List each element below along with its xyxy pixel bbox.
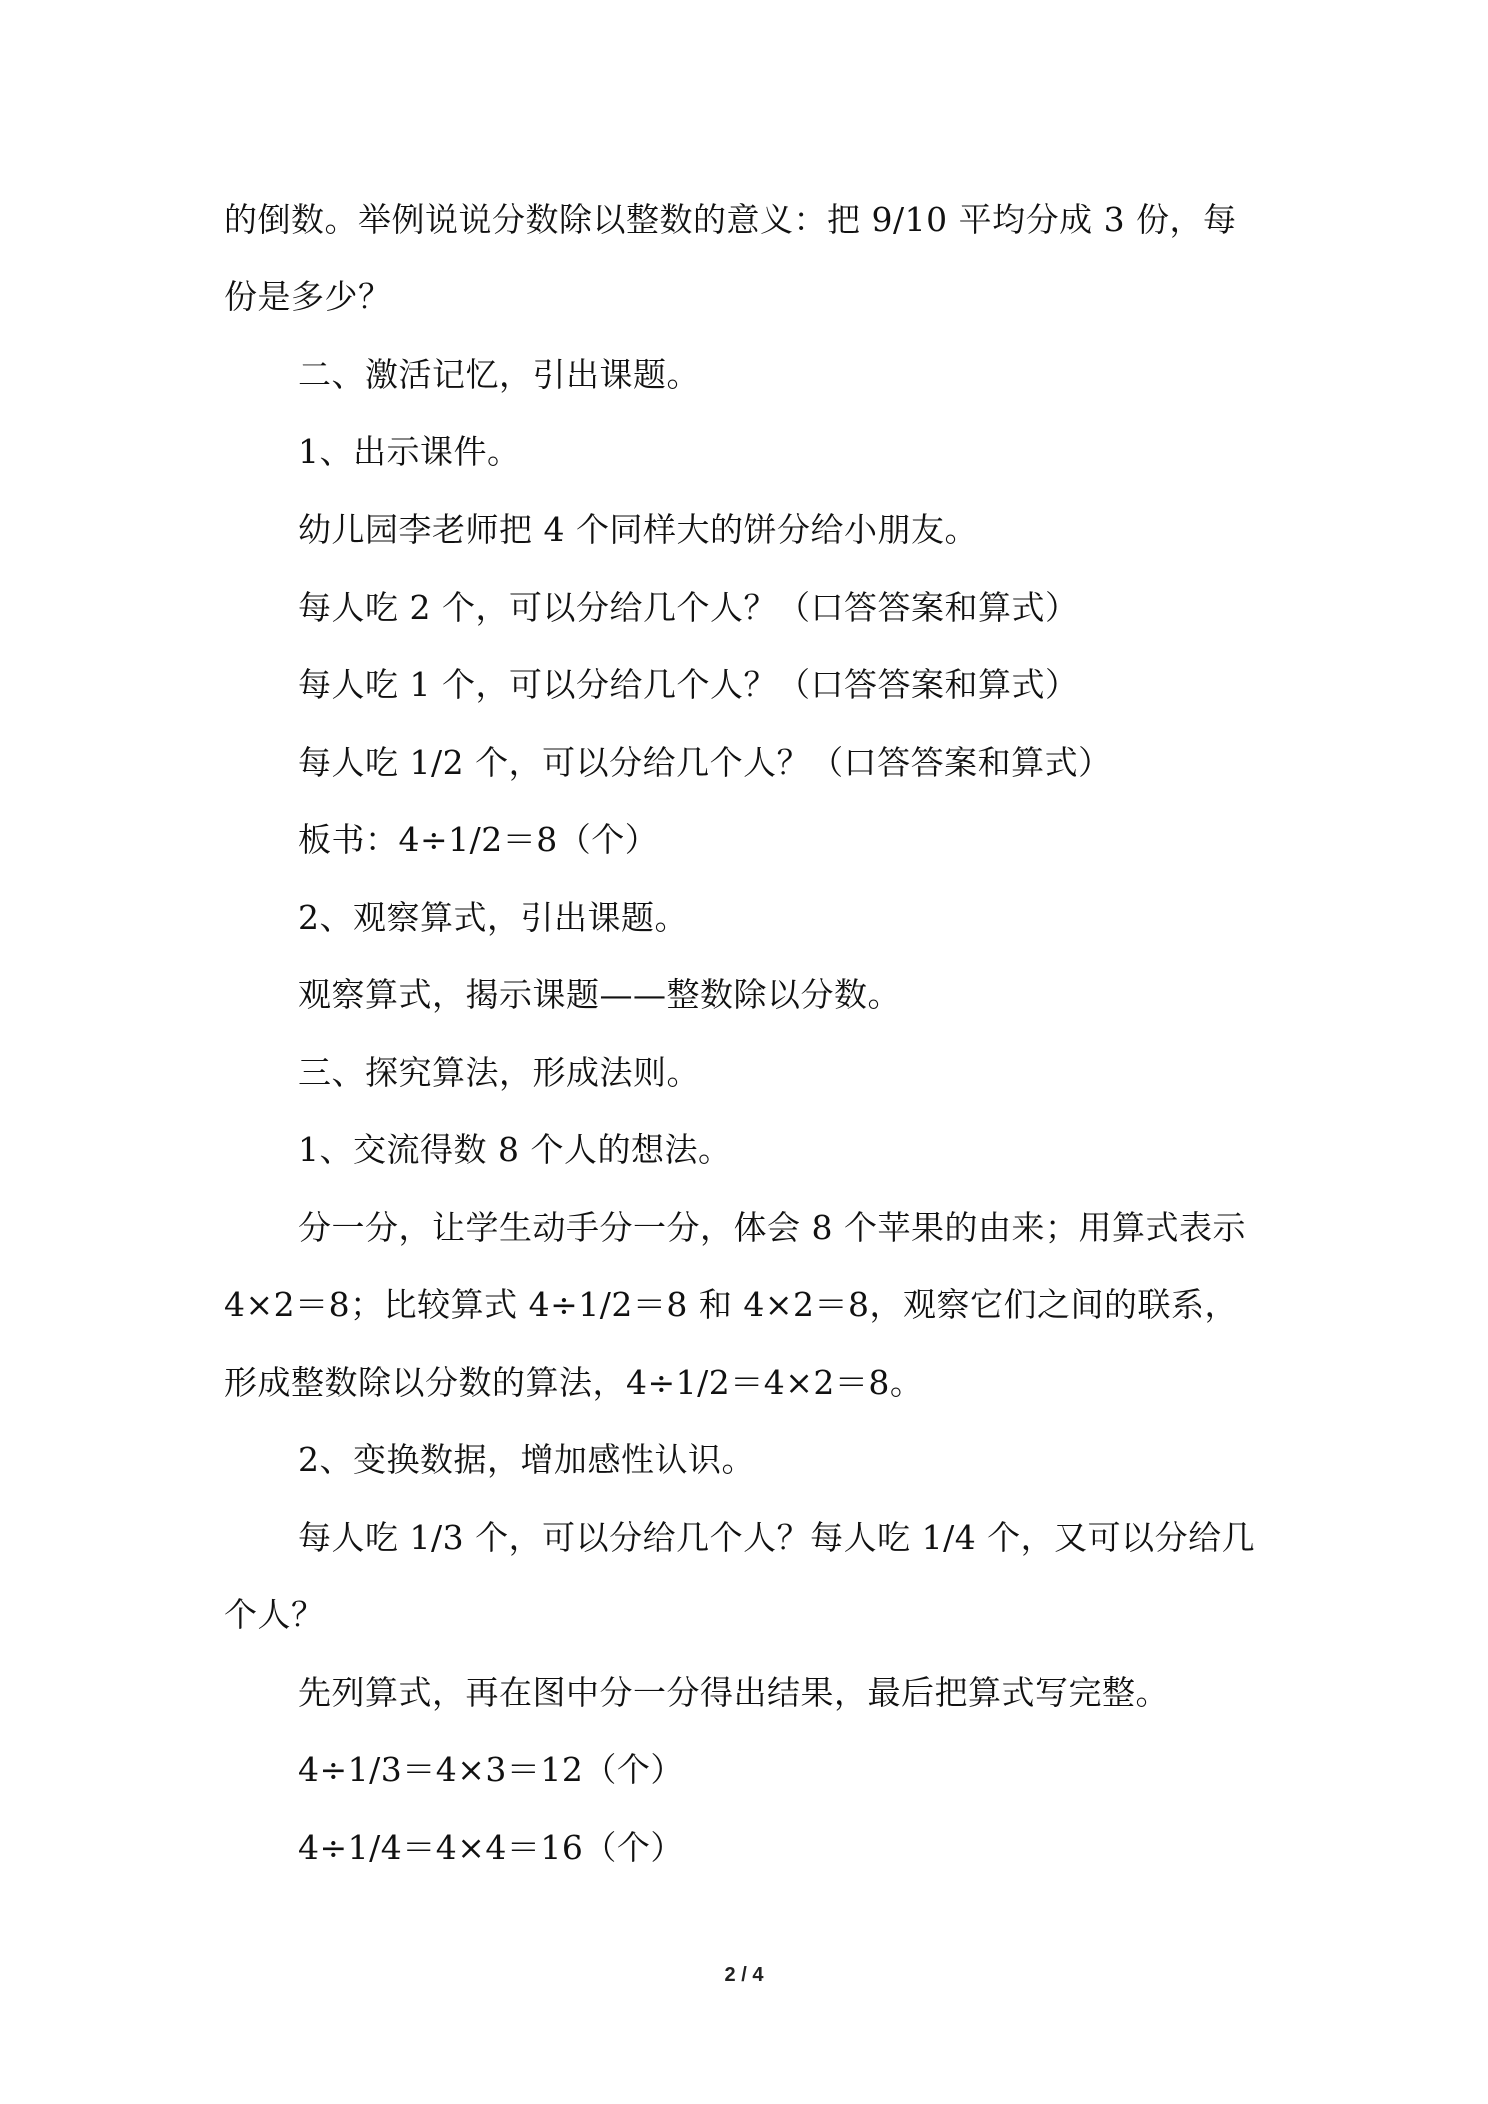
text-line: 4÷1/4＝4×4＝16（个） [298,1828,684,1867]
sub-heading: 1、交流得数 8 个人的想法。 [298,1130,732,1169]
section-heading: 三、探究算法，形成法则。 [298,1053,700,1092]
page-number: 2 / 4 [724,1964,764,1986]
text-line: 幼儿园李老师把 4 个同样大的饼分给小朋友。 [298,510,978,549]
text-line: 先列算式，再在图中分一分得出结果，最后把算式写完整。 [298,1673,1169,1712]
text-line: 每人吃 1/3 个，可以分给几个人？每人吃 1/4 个，又可以分给几 [298,1518,1256,1557]
text-line: 每人吃 1/2 个，可以分给几个人？（口答答案和算式） [298,743,1112,782]
section-heading: 二、激活记忆，引出课题。 [298,355,700,394]
sub-heading: 1、出示课件。 [298,432,521,471]
sub-heading: 2、变换数据，增加感性认识。 [298,1440,755,1479]
text-line: 每人吃 1 个，可以分给几个人？（口答答案和算式） [298,665,1079,704]
text-line: 4÷1/3＝4×3＝12（个） [298,1750,684,1789]
text-line: 4×2＝8；比较算式 4÷1/2＝8 和 4×2＝8，观察它们之间的联系， [224,1285,1238,1324]
text-line: 的倒数。举例说说分数除以整数的意义：把 9/10 平均分成 3 份，每 [224,200,1237,239]
text-line: 份是多少？ [224,277,392,316]
text-line: 分一分，让学生动手分一分，体会 8 个苹果的由来；用算式表示 [298,1208,1246,1247]
text-line: 观察算式，揭示课题——整数除以分数。 [298,975,901,1014]
sub-heading: 2、观察算式，引出课题。 [298,898,688,937]
text-line: 每人吃 2 个，可以分给几个人？（口答答案和算式） [298,588,1079,627]
text-line: 板书：4÷1/2＝8（个） [298,820,659,859]
text-line: 个人？ [224,1595,325,1634]
text-line: 形成整数除以分数的算法，4÷1/2＝4×2＝8。 [224,1363,924,1402]
